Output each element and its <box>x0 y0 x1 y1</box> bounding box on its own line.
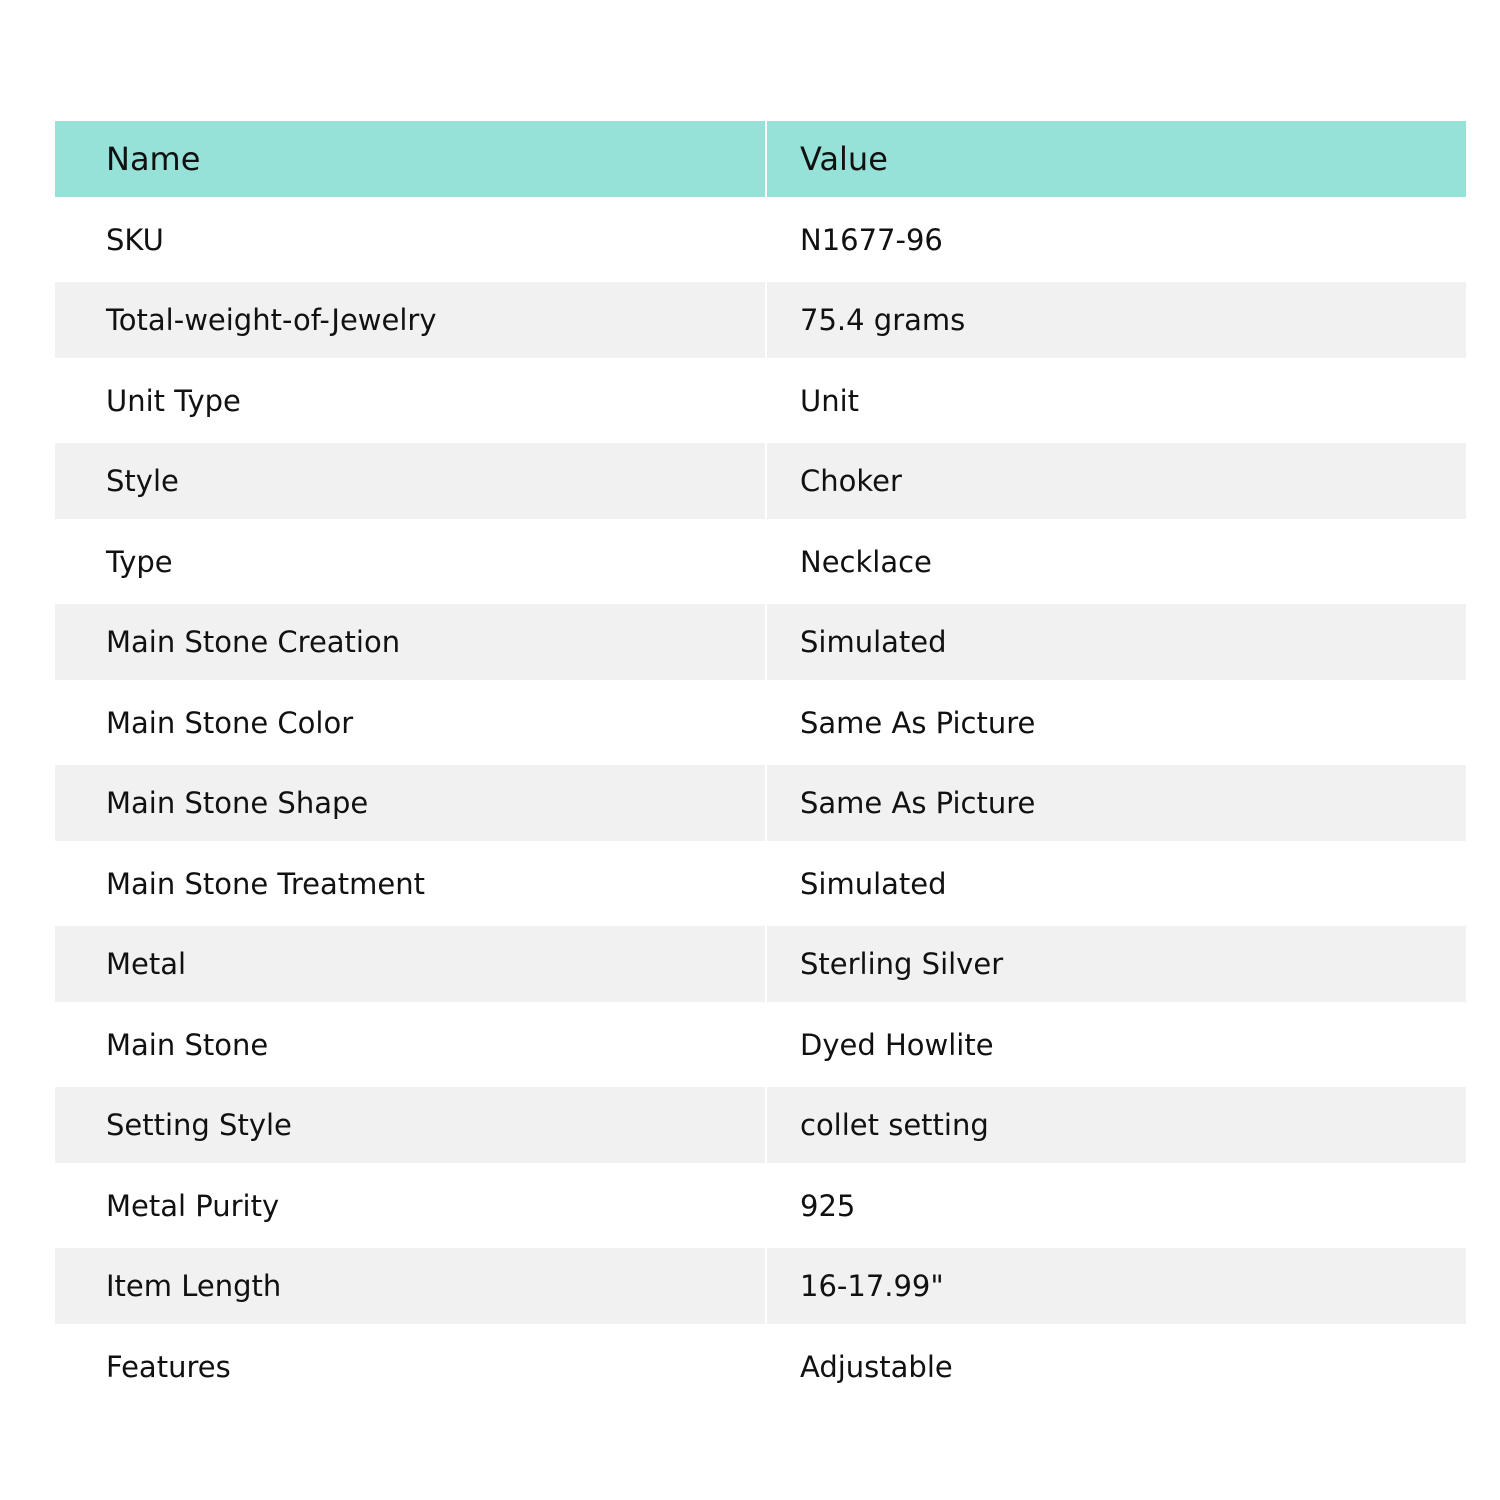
value-column-header: Value <box>767 121 1466 197</box>
table-body <box>55 197 1466 1409</box>
table-row <box>55 1248 1466 1324</box>
table-row <box>55 1324 1466 1409</box>
row-name-cell: Main Stone Color <box>55 680 767 765</box>
table-row <box>55 1087 1466 1163</box>
row-value-cell: Same As Picture <box>767 765 1466 841</box>
row-name-cell: Features <box>55 1324 767 1409</box>
row-value-cell: Necklace <box>767 519 1466 604</box>
row-value-cell: Dyed Howlite <box>767 1002 1466 1087</box>
row-value-cell: 925 <box>767 1163 1466 1248</box>
row-value-cell: Simulated <box>767 841 1466 926</box>
row-value-cell: Adjustable <box>767 1324 1466 1409</box>
row-name-cell: Metal Purity <box>55 1163 767 1248</box>
table-row <box>55 604 1466 680</box>
table-row <box>55 765 1466 841</box>
table-row <box>55 841 1466 926</box>
table-row <box>55 680 1466 765</box>
row-value-cell: Sterling Silver <box>767 926 1466 1002</box>
table-row <box>55 443 1466 519</box>
row-value-cell: Choker <box>767 443 1466 519</box>
table-row <box>55 358 1466 443</box>
row-name-cell: Metal <box>55 926 767 1002</box>
row-name-cell: Style <box>55 443 767 519</box>
row-value-cell: N1677-96 <box>767 197 1466 282</box>
table-row <box>55 926 1466 1002</box>
table-row <box>55 282 1466 358</box>
row-name-cell: SKU <box>55 197 767 282</box>
row-value-cell: collet setting <box>767 1087 1466 1163</box>
table-header <box>55 121 1466 197</box>
table-row <box>55 1002 1466 1087</box>
row-value-cell: Unit <box>767 358 1466 443</box>
row-name-cell: Setting Style <box>55 1087 767 1163</box>
row-name-cell: Main Stone <box>55 1002 767 1087</box>
row-name-cell: Type <box>55 519 767 604</box>
name-column-header: Name <box>55 121 767 197</box>
row-name-cell: Unit Type <box>55 358 767 443</box>
row-name-cell: Main Stone Shape <box>55 765 767 841</box>
row-value-cell: Same As Picture <box>767 680 1466 765</box>
row-name-cell: Main Stone Treatment <box>55 841 767 926</box>
row-name-cell: Main Stone Creation <box>55 604 767 680</box>
table-row <box>55 197 1466 282</box>
header-row <box>55 121 1466 197</box>
table-row <box>55 1163 1466 1248</box>
row-name-cell: Total-weight-of-Jewelry <box>55 282 767 358</box>
table-row <box>55 519 1466 604</box>
row-value-cell: 16-17.99" <box>767 1248 1466 1324</box>
row-value-cell: 75.4 grams <box>767 282 1466 358</box>
specifications-table <box>55 121 1466 1409</box>
row-value-cell: Simulated <box>767 604 1466 680</box>
row-name-cell: Item Length <box>55 1248 767 1324</box>
